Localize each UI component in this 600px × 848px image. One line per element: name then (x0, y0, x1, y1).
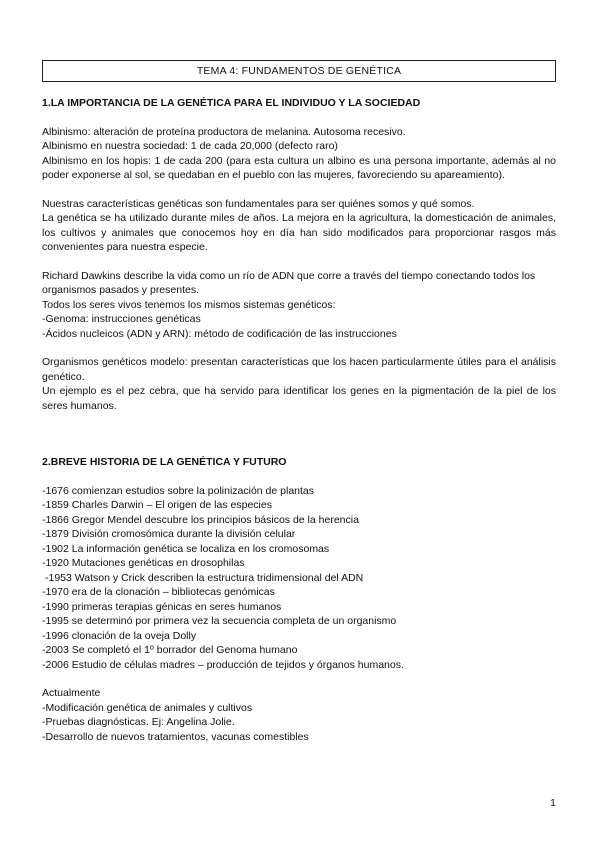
current-heading: Actualmente (42, 687, 101, 699)
timeline-item: -2006 Estudio de células madres – producción de tejidos y órganos humanos. (42, 658, 404, 671)
traits-line-2: La genética se ha utilizado durante miles de años. La mejora en la agricultura, la domesticación de animales, los cultivos y animales que conocemos hoy en día han sido modificados para proporcionar rasgos más convenientes para nuestra especie. (42, 212, 556, 253)
timeline-item: -2003 Se completó el 1º borrador del Genoma humano (42, 644, 298, 656)
traits-line-1: Nuestras características genéticas son fundamentales para ser quiénes somos y qué somos. (42, 197, 475, 210)
page-number: 1 (550, 797, 556, 809)
albinism-line-1: Albinismo: alteración de proteína productora de melanina. Autosoma recesivo. (42, 125, 406, 138)
timeline-item: -1996 clonación de la oveja Dolly (42, 629, 197, 642)
dawkins-line-4: -Ácidos nucleicos (ADN y ARN): método de codificación de las instrucciones (42, 327, 397, 340)
timeline-item: -1920 Mutaciones genéticas en drosophilas (42, 557, 245, 569)
document-title: TEMA 4: FUNDAMENTOS DE GENÉTICA (42, 60, 556, 82)
timeline-item: -1995 se determinó por primera vez la secuencia completa de un organismo (42, 615, 397, 627)
albinism-line-3: Albinismo en los hopis: 1 de cada 200 (para esta cultura un albino es una persona importante, además al no poder exponerse al sol, se quedaban en el pueblo con las mujeres, favoreciendo su apareamiento). (42, 154, 556, 181)
timeline-item: -1990 primeras terapias génicas en seres humanos (42, 600, 282, 613)
albinism-line-2: Albinismo en nuestra sociedad: 1 de cada 20,000 (defecto raro) (42, 140, 338, 152)
timeline-item: -1953 Watson y Crick describen la estructura tridimensional del ADN (45, 571, 364, 584)
timeline-item: -1859 Charles Darwin – El origen de las especies (42, 499, 272, 511)
section2-heading: 2.BREVE HISTORIA DE LA GENÉTICA Y FUTURO (42, 456, 287, 468)
section1-heading: 1.LA IMPORTANCIA DE LA GENÉTICA PARA EL INDIVIDUO Y LA SOCIEDAD (42, 97, 421, 109)
dawkins-line-2: Todos los seres vivos tenemos los mismos sistemas genéticos: (42, 298, 336, 311)
document-body (42, 96, 556, 744)
current-item: -Modificación genética de animales y cultivos (42, 701, 253, 714)
current-item: -Pruebas diagnósticas. Ej: Angelina Jolie. (42, 716, 235, 728)
dawkins-line-1: Richard Dawkins describe la vida como un río de ADN que corre a través del tiempo conectando todos los organismos pasados y presentes. (42, 269, 536, 296)
timeline-item: -1879 División cromosómica durante la división celular (42, 528, 296, 540)
timeline-list (42, 484, 556, 673)
timeline-item: -1676 comienzan estudios sobre la polinización de plantas (42, 484, 315, 497)
current-item: -Desarrollo de nuevos tratamientos, vacunas comestibles (42, 730, 309, 743)
current-list (42, 701, 556, 745)
dawkins-line-3: -Genoma: instrucciones genéticas (42, 313, 201, 325)
timeline-item: -1970 era de la clonación – bibliotecas genómicas (42, 586, 275, 598)
timeline-item: -1902 La información genética se localiza en los cromosomas (42, 542, 330, 555)
timeline-item: -1866 Gregor Mendel descubre los principios básicos de la herencia (42, 513, 359, 526)
models-line-1: Organismos genéticos modelo: presentan características que los hacen particularmente útiles para el análisis genético. (42, 356, 556, 383)
models-line-2: Un ejemplo es el pez cebra, que ha servido para identificar los genes en la pigmentación de la piel de los seres humanos. (42, 385, 556, 412)
